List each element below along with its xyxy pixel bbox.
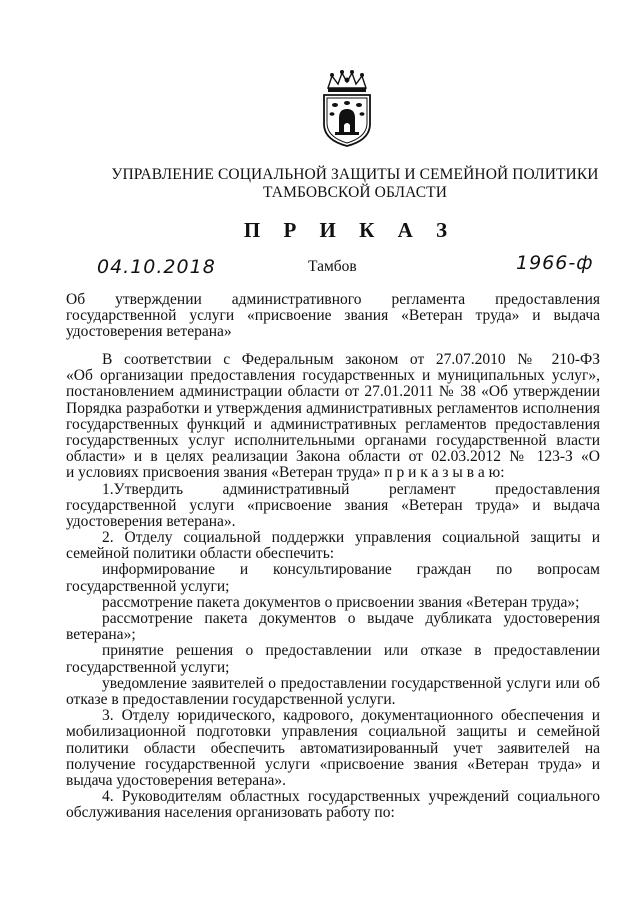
body-line: получение государственной услуги «присвоение звания «Ветеран труда» и [66,756,600,773]
body-line: 3. Отделу юридического, кадрового, документационного обеспечения и [102,708,600,725]
body-line: области» и в целях реализации Закона области от 02.03.2012 № 123-З «О [66,449,600,466]
body-line: государственных функций и административных регламентов предоставления [66,416,600,433]
body-line: государственной услуги «присвоение звания «Ветеран труда» и выдача [66,497,600,514]
body-line: мобилизационной подготовки управления социальной защиты и семейной [66,724,600,741]
subject-line: государственной услуги «присвоение звания «Ветеран труда» и выдача [66,308,600,325]
body-line: обслуживания населения организовать работу по: [66,804,395,822]
body-line: ветерана»; [66,626,136,644]
body-line: государственной услуги; [66,658,230,676]
body-line: выдача удостоверения ветерана». [66,771,286,789]
subject-line: удостоверения ветерана» [66,323,232,341]
body-line: удостоверения ветерана». [66,512,236,530]
body-line: государственной услуги; [66,577,230,595]
body-line: рассмотрение пакета документов о присвоении звания «Ветеран труда»; [102,593,580,611]
body-line: информирование и консультирование граждан по вопросам [102,562,600,579]
body-line: уведомление заявителей о предоставлении государственной услуги или об [102,675,600,692]
body-line: 2. Отделу социальной поддержки управления социальной защиты и [102,530,600,547]
body-line: государственных услуг исполнительными органами государственной власти [66,432,600,449]
document-subject [66,292,600,341]
body-line: 1.Утвердить административный регламент предоставления [102,481,600,498]
body-line: семейной политики области обеспечить: [66,545,335,563]
document-body [66,352,600,821]
organization-name-line-2: ТАМБОВСКОЙ ОБЛАСТИ [263,184,447,201]
document-type-title: П Р И К А З [243,218,457,242]
body-line: политики области обеспечить автоматизированный учет заявителей на [66,740,600,757]
body-line: отказе в предоставлении государственной услуги. [66,690,396,708]
organization-name-line-1: УПРАВЛЕНИЕ СОЦИАЛЬНОЙ ЗАЩИТЫ И СЕМЕЙНОЙ ПОЛИТИКИ [111,166,599,183]
document-number: 1966-ф [516,252,594,274]
subject-line: Об утверждении административного регламента предоставления [66,292,600,308]
document-city: Тамбов [308,258,357,275]
body-line: Порядка разработки и утверждения административных регламентов исполнения [66,400,600,417]
body-line: и условиях присвоения звания «Ветеран труда» п р и к а з ы в а ю: [66,464,505,482]
body-line: рассмотрение пакета документов о выдаче дубликата удостоверения [102,611,600,627]
body-line: «Об организации предоставления государственных и муниципальных услуг», [66,368,600,385]
body-line: В соответствии с Федеральным законом от 27.07.2010 № 210-ФЗ [102,352,600,368]
tambov-coat-of-arms-icon [318,68,376,148]
body-line: принятие решения о предоставлении или отказе в предоставлении [102,643,600,660]
body-line: 4. Руководителям областных государственных учреждений социального [102,789,600,806]
document-date: 04.10.2018 [97,256,216,278]
body-line: постановлением администрации области от 27.01.2011 № 38 «Об утверждении [66,384,600,401]
